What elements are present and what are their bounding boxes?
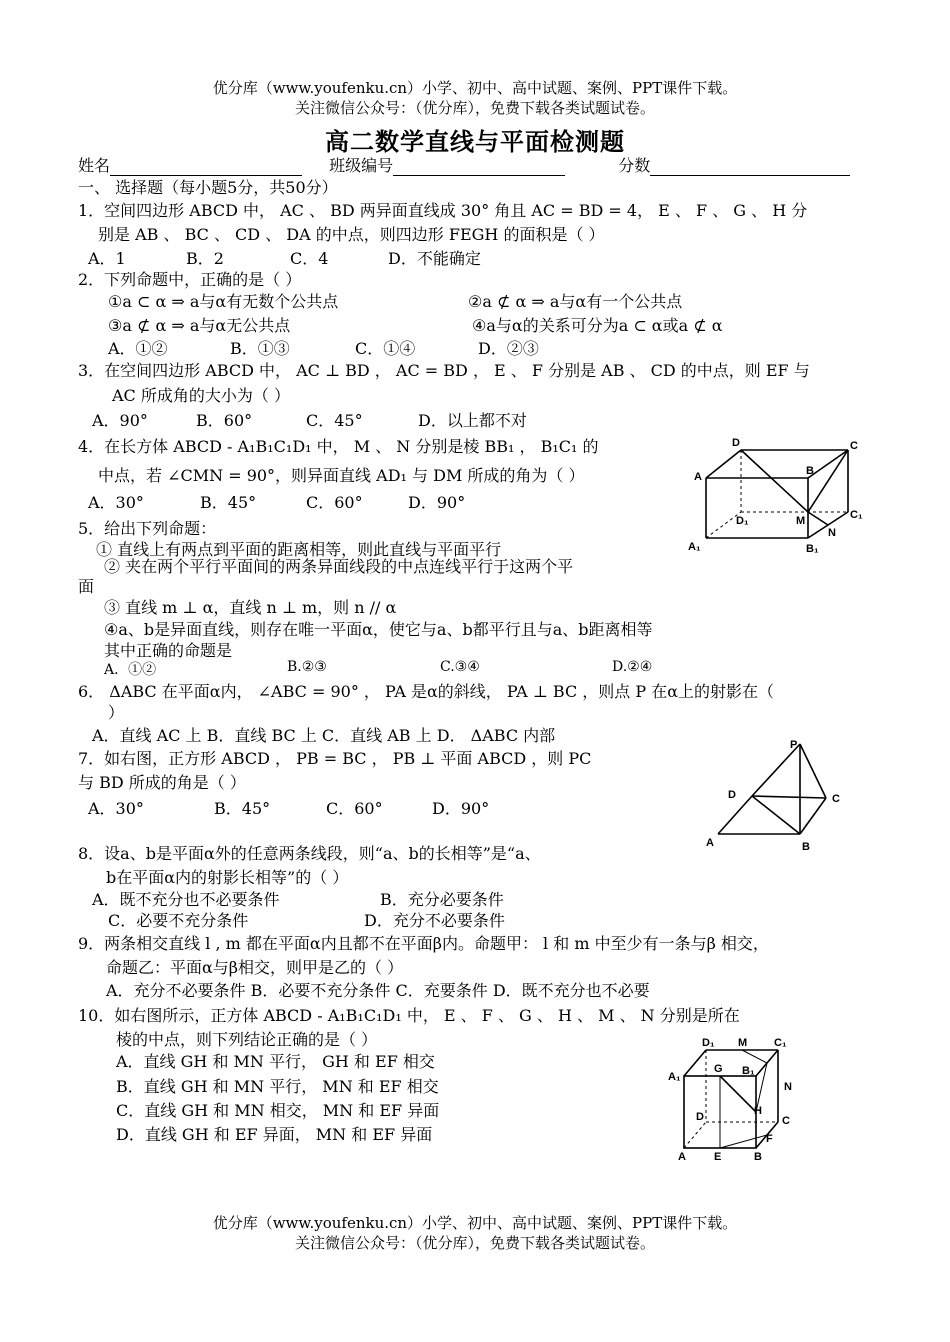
fig1-label-d1: D₁ xyxy=(736,515,749,527)
q3-stem-2: AC 所成角的大小为（ ） xyxy=(112,386,290,405)
q10-option-b: B．直线 GH 和 MN 平行， MN 和 EF 相交 xyxy=(116,1077,439,1096)
fig1-label-n: N xyxy=(828,527,836,539)
pyramid-figure xyxy=(696,732,856,858)
q5-proposition-1: ① 直线上有两点到平面的距离相等，则此直线与平面平行 xyxy=(96,540,502,559)
q5-option-a: A．①② xyxy=(104,662,157,678)
q4-stem-1: 4．在长方体 ABCD - A₁B₁C₁D₁ 中， M 、 N 分别是棱 BB₁ ， B₁C₁ 的 xyxy=(78,437,599,456)
q7-option-a: A．30° xyxy=(88,799,144,818)
footer-line-2: 关注微信公众号：（优分库），免费下载各类试题试卷。 xyxy=(294,1234,655,1252)
q8-option-c: C．必要不充分条件 xyxy=(108,911,249,930)
q3-option-d: D．以上都不对 xyxy=(418,411,527,430)
fig3-label-d1: D₁ xyxy=(702,1037,715,1049)
class-label: 班级编号 xyxy=(329,156,394,175)
cube-figure xyxy=(662,1030,812,1164)
q1-stem-1: 1．空间四边形 ABCD 中， AC 、 BD 两异面直线成 30° 角且 AC = BD = 4， E 、 F 、 G 、 H 分 xyxy=(78,201,808,220)
fig3-label-b: B xyxy=(754,1151,762,1163)
q5-proposition-4: ④a、b是异面直线，则存在唯一平面α，使它与a、b都平行且与a、b距离相等 xyxy=(104,620,653,639)
q2-proposition-2: ②a ⊄ α ⇒ a与α有一个公共点 xyxy=(468,292,683,311)
q4-option-c: C．60° xyxy=(306,493,363,512)
q1-option-c: C．4 xyxy=(290,249,329,268)
q3-option-c: C．45° xyxy=(306,411,363,430)
q4-option-b: B．45° xyxy=(200,493,257,512)
q2-proposition-3: ③a ⊄ α ⇒ a与α无公共点 xyxy=(108,316,291,335)
q9-stem-1: 9．两条相交直线 l , m 都在平面α内且都不在平面β内。命题甲： l 和 m 中至少有一条与β 相交， xyxy=(78,934,769,953)
fig3-label-h: H xyxy=(754,1105,762,1117)
fig3-label-n: N xyxy=(784,1081,792,1093)
q3-option-b: B．60° xyxy=(196,411,253,430)
q6-stem-1: 6． ΔABC 在平面α内， ∠ABC = 90° ， PA 是α的斜线， PA ⊥ BC ，则点 P 在α上的射影在（ xyxy=(78,682,775,701)
q5-option-d: D.②④ xyxy=(612,659,653,675)
q5-proposition-3: ③ 直线 m ⊥ α，直线 n ⊥ m，则 n // α xyxy=(104,598,397,617)
fig3-label-a1: A₁ xyxy=(668,1071,681,1083)
fig2-label-b: B xyxy=(802,841,810,853)
q2-option-a: A．①② xyxy=(108,339,168,358)
q5-stem: 5．给出下列命题： xyxy=(78,519,217,538)
cuboid-figure xyxy=(686,428,870,562)
fig3-label-m: M xyxy=(738,1037,748,1049)
fig2-label-c: C xyxy=(832,793,840,805)
q3-option-a: A．90° xyxy=(92,411,148,430)
q3-stem-1: 3．在空间四边形 ABCD 中， AC ⊥ BD ， AC = BD ， E 、 F 分别是 AB 、 CD 的中点，则 EF 与 xyxy=(78,361,810,380)
fig1-label-c1: C₁ xyxy=(850,509,863,521)
fig1-label-d: D xyxy=(732,437,740,449)
q7-option-d: D．90° xyxy=(432,799,490,818)
q1-stem-2: 别是 AB 、 BC 、 CD 、 DA 的中点，则四边形 FEGH 的面积是（ ） xyxy=(98,225,605,244)
fig3-label-a: A xyxy=(678,1151,686,1163)
page-title: 高二数学直线与平面检测题 xyxy=(325,127,625,156)
fig1-label-m: M xyxy=(796,515,806,527)
q7-option-c: C．60° xyxy=(326,799,383,818)
q2-option-c: C．①④ xyxy=(355,339,416,358)
fig1-label-a1: A₁ xyxy=(688,541,701,553)
fig2-label-a: A xyxy=(706,837,714,849)
fig3-label-g: G xyxy=(714,1063,723,1075)
fig1-label-b1: B₁ xyxy=(806,543,819,555)
q8-option-d: D．充分不必要条件 xyxy=(364,911,505,930)
q10-option-d: D．直线 GH 和 EF 异面， MN 和 EF 异面 xyxy=(116,1125,433,1144)
q9-stem-2: 命题乙：平面α与β相交，则甲是乙的（ ） xyxy=(106,958,404,977)
q8-option-b: B．充分必要条件 xyxy=(380,890,504,909)
q8-stem-1: 8．设a、b是平面α外的任意两条线段，则“a、b的长相等”是“a、 xyxy=(78,844,541,863)
q10-stem-1: 10．如右图所示，正方体 ABCD - A₁B₁C₁D₁ 中， E 、 F 、 G 、 H 、 M 、 N 分别是所在 xyxy=(78,1006,740,1025)
q6-stem-2: ） xyxy=(108,703,125,722)
header-line-1: 优分库（www.youfenku.cn）小学、初中、高中试题、案例、PPT课件下载。 xyxy=(212,79,738,97)
score-label: 分数 xyxy=(618,156,651,175)
q8-option-a: A．既不充分也不必要条件 xyxy=(92,890,280,909)
student-info-row xyxy=(78,153,850,176)
fig3-label-c1: C₁ xyxy=(774,1037,787,1049)
q5-proposition-2a: ② 夹在两个平行平面间的两条异面线段的中点连线平行于这两个平 xyxy=(104,557,574,576)
header-line-2: 关注微信公众号：（优分库），免费下载各类试题试卷。 xyxy=(294,99,655,117)
name-field[interactable] xyxy=(110,158,302,176)
q9-options: A．充分不必要条件 B．必要不充分条件 C．充要条件 D．既不充分也不必要 xyxy=(106,981,650,1000)
fig1-label-a: A xyxy=(694,471,702,483)
q10-option-a: A．直线 GH 和 MN 平行， GH 和 EF 相交 xyxy=(116,1052,435,1071)
q10-option-c: C．直线 GH 和 MN 相交， MN 和 EF 异面 xyxy=(116,1101,440,1120)
score-field[interactable] xyxy=(650,158,850,176)
fig2-label-p: P xyxy=(790,739,798,751)
q5-option-b: B.②③ xyxy=(287,659,327,675)
q1-option-b: B．2 xyxy=(186,249,224,268)
q2-stem: 2．下列命题中，正确的是（ ） xyxy=(78,270,302,289)
q10-stem-2: 棱的中点，则下列结论正确的是（ ） xyxy=(116,1030,378,1049)
q4-stem-2: 中点，若 ∠CMN = 90°，则异面直线 AD₁ 与 DM 所成的角为（ ） xyxy=(98,466,585,485)
fig3-label-c: C xyxy=(782,1115,790,1127)
fig3-label-f: F xyxy=(766,1133,773,1145)
q5-proposition-2b: 面 xyxy=(78,577,95,596)
q6-options: A．直线 AC 上 B．直线 BC 上 C．直线 AB 上 D． ΔABC 内部 xyxy=(92,726,556,745)
q4-option-a: A．30° xyxy=(88,493,144,512)
fig2-label-d: D xyxy=(728,789,736,801)
q8-stem-2: b在平面α内的射影长相等”的（ ） xyxy=(106,868,349,887)
name-label: 姓名 xyxy=(78,156,111,175)
fig1-label-c: C xyxy=(850,440,858,452)
q5-tail: 其中正确的命题是 xyxy=(104,641,233,660)
q7-stem-2: 与 BD 所成的角是（ ） xyxy=(78,773,246,792)
q4-option-d: D．90° xyxy=(408,493,466,512)
q2-option-d: D．②③ xyxy=(478,339,539,358)
section-heading: 一、 选择题（每小题5分，共50分） xyxy=(78,178,338,197)
fig1-label-b: B xyxy=(806,465,814,477)
q5-option-c: C.③④ xyxy=(440,659,480,675)
fig3-label-b1: B₁ xyxy=(742,1065,755,1077)
fig3-label-e: E xyxy=(714,1151,722,1163)
footer-line-1: 优分库（www.youfenku.cn）小学、初中、高中试题、案例、PPT课件下载。 xyxy=(212,1214,738,1232)
q1-option-d: D．不能确定 xyxy=(388,249,481,268)
fig3-label-d: D xyxy=(696,1111,704,1123)
q2-proposition-4: ④a与α的关系可分为a ⊂ α或a ⊄ α xyxy=(472,316,723,335)
q2-proposition-1: ①a ⊂ α ⇒ a与α有无数个公共点 xyxy=(108,292,339,311)
q7-option-b: B．45° xyxy=(214,799,271,818)
q1-option-a: A．1 xyxy=(88,249,126,268)
class-field[interactable] xyxy=(393,158,565,176)
q2-option-b: B．①③ xyxy=(230,339,290,358)
q7-stem-1: 7．如右图，正方形 ABCD ， PB = BC ， PB ⊥ 平面 ABCD ，则 PC xyxy=(78,749,592,768)
